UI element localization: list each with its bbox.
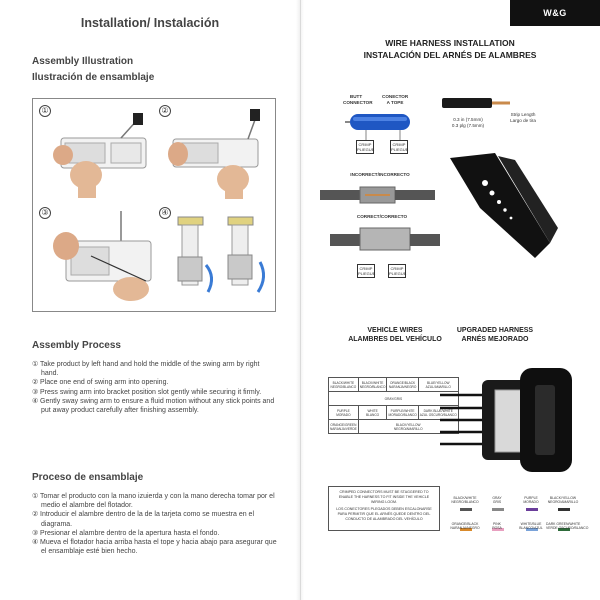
list-item: ① Tomar el producto con la mano izuierda y con la mano derecha tomar por el medio el alambre del flotador. — [32, 493, 275, 510]
vehicle-wires-label: VEHICLE WIRES ALAMBRES DEL VEHÍCULO — [348, 327, 442, 343]
step-4-photo — [168, 207, 276, 307]
legend-item: BLACK/WHITE NEGRO/BLANCO — [451, 496, 479, 504]
correct-label: CORRECT/CORRECTO — [356, 214, 408, 219]
crimp-pointer-lines — [360, 130, 410, 142]
list-item: ④ Mueva el flotador hacia arriba hasta el tope y hacia abajo para asegurar que el ensamblaje esté bien hecho. — [32, 539, 277, 556]
list-item: ② Introducir el alambre dentro de la de la tarjeta como se muestra en el diagrama. — [32, 511, 255, 528]
table-cell: BLACK/WHITE NEGRO/BLANCO — [329, 378, 359, 392]
stagger-note-es: LOS CONECTORES PLEGADOS DEBEN ESCALONARSE PARA PERMITIR QUE EL ARNÉS QUEDE DENTRO DEL CONDUCTO DE ALAMBRADO DEL VEHÍCULO — [336, 507, 432, 521]
brand-logo: W&G — [510, 0, 600, 26]
step-3-photo — [51, 211, 161, 306]
assembly-illustration-heading-es: Ilustración de ensamblaje — [32, 72, 155, 83]
step-2-photo — [168, 109, 268, 199]
legend-item: PINK ROSA — [492, 522, 502, 530]
assembly-process-heading-es: Proceso de ensamblaje — [32, 472, 144, 483]
table-cell: ORANGE/GREEN NARANJA/VERDE — [329, 420, 359, 434]
legend-item: BLACK/YELLOW NEGRO/AMARILLO — [547, 496, 579, 504]
table-cell: PURPLE MORADO — [329, 406, 359, 420]
step-3-badge: ③ — [39, 207, 51, 219]
incorrect-label: INCORRECT/INCORRECTO — [350, 172, 410, 177]
assembly-illustration-heading: Assembly Illustration — [32, 56, 134, 67]
incorrect-splice-illustration — [320, 180, 435, 210]
step-1-photo — [51, 113, 151, 198]
wire-harness-title-es: INSTALACIÓN DEL ARNÉS DE ALAMBRES — [363, 50, 537, 60]
crimp-box-1: CRIMP PLIEGUE — [357, 142, 375, 152]
step-2-badge: ② — [159, 105, 171, 117]
legend-item: ORANGE/BLACK NARANJA/NEGRO — [450, 522, 480, 530]
list-item: ③ Presionar el alambre dentro de la apertura hasta el fondo. — [32, 529, 220, 537]
table-cell: ORANGE/BLACK NARANJA/NEGRO — [387, 378, 418, 392]
butt-connector-label: BUTT CONNECTOR — [343, 94, 373, 105]
legend-item: DARK GREEN/WHITE VERDE OSCURO/BLANCO — [546, 522, 589, 530]
assembly-process-list — [32, 360, 277, 415]
table-cell: WHITE BLANCO — [358, 406, 387, 420]
table-cell: BLUE/YELLOW AZUL/AMARILLO — [418, 378, 458, 392]
assembly-process-list-es — [32, 492, 277, 556]
crimp-box-4: CRIMP PLIEGUE — [389, 266, 407, 276]
legend-item: GRAY GRIS — [492, 496, 502, 504]
step-1-badge: ① — [39, 105, 51, 117]
list-item: ③ Press swing arm into bracket position slot gently while securing it firmly. — [32, 388, 262, 396]
assembly-illustration-frame — [32, 98, 276, 312]
table-cell: BLACK/WHITE NEGRO/BLANCO — [358, 378, 387, 392]
page-fold — [296, 0, 304, 600]
legend-item: WHITE/BLUE BLANCO/AZUL — [519, 522, 543, 530]
strip-length-label: Strip Length Largo de tira — [510, 112, 536, 123]
strip-dimension-label: 0.3 in (7.5mm) 0.3 plg (7.5mm) — [451, 117, 485, 128]
crimp-box-2: CRIMP PLIEGUE — [391, 142, 409, 152]
harness-connector-illustration — [440, 360, 575, 480]
wire-harness-title: WIRE HARNESS INSTALLATION — [385, 38, 515, 48]
installation-title: Installation/ Instalación — [80, 16, 220, 30]
correct-splice-illustration — [330, 222, 440, 256]
wire-legend-swatches — [448, 500, 588, 540]
list-item: ④ Gently sway swing arm to ensure a fluid motion without any stick points and put away product carefully after finishing assembly. — [32, 397, 275, 415]
legend-item: PURPLE MORADO — [523, 496, 539, 504]
list-item: ② Place one end of swing arm into opening. — [32, 379, 169, 387]
step-4-badge: ④ — [159, 207, 171, 219]
table-cell: PURPLE/WHITE MORADO/BLANCO — [387, 406, 418, 420]
stagger-note-en: CRIMPED CONNECTORS MUST BE STAGGERED TO ENABLE THE HARNESS TO FIT INSIDE THE VEHICLE WIRING LOOM. — [338, 490, 430, 504]
list-item: ① Take product by left hand and hold the middle of the swing arm by right hand. — [32, 361, 260, 378]
crimp-box-3: CRIMP PLIEGUE — [358, 266, 376, 276]
stagger-note — [328, 486, 440, 531]
wire-stripper-illustration — [440, 148, 560, 268]
assembly-process-heading: Assembly Process — [32, 340, 121, 351]
table-cell: GRAY/GRIS — [329, 392, 459, 406]
table-cell: DARK BLUE/WHITE AZUL OSCURO/BLANCO — [418, 406, 458, 420]
stripped-wire-illustration — [442, 92, 512, 114]
upgraded-harness-label: UPGRADED HARNESS ARNÉS MEJORADO — [456, 327, 534, 343]
table-cell: BLACK/YELLOW NEGRO/AMARILLO — [358, 420, 458, 434]
conector-tope-label: CONECTOR A TOPE — [382, 94, 409, 105]
